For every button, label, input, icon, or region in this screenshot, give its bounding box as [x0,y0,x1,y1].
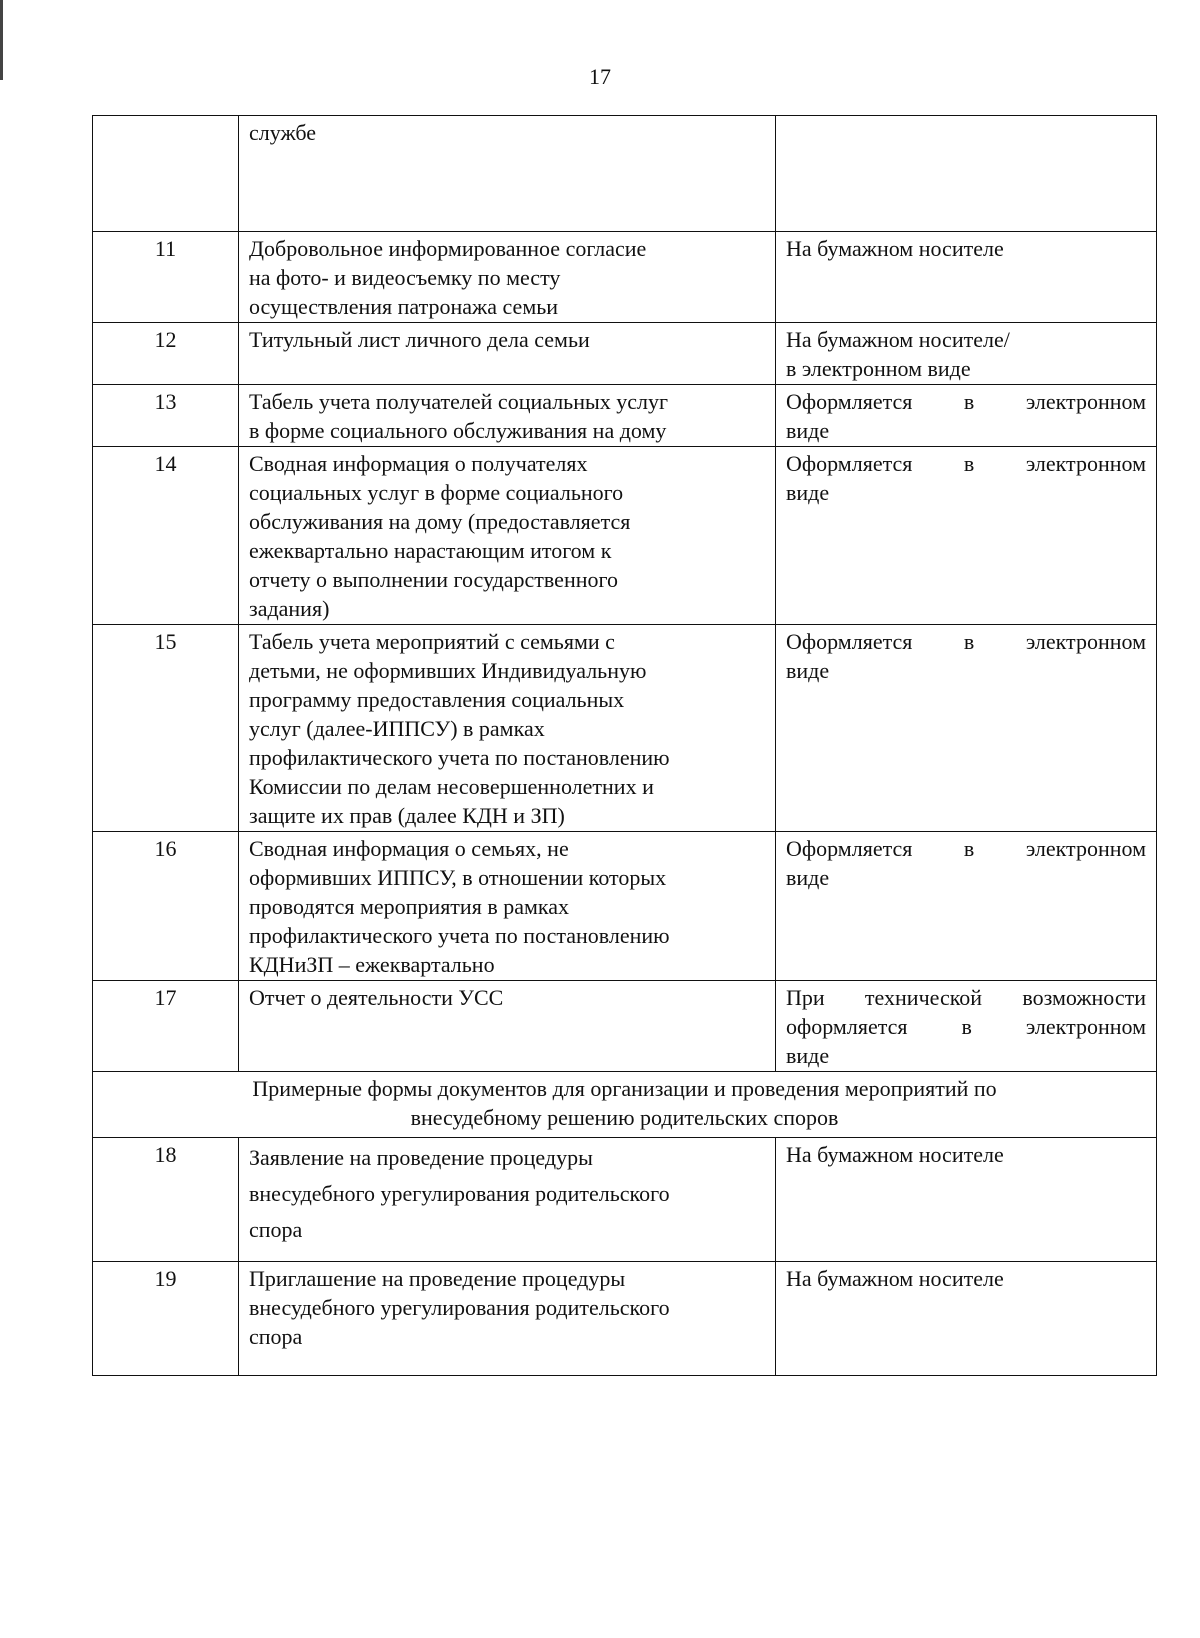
document-format-line: в электронном виде [786,356,971,381]
document-format-line: Оформляется в электронном [786,836,1146,861]
document-name-line: осуществления патронажа семьи [249,294,559,319]
row-number-cell [93,116,239,232]
document-format-line: оформляется в электронном [786,1014,1146,1039]
documents-table [92,115,1157,1376]
document-format-line: На бумажном носителе [786,1142,1004,1167]
document-name-line: защите их прав (далее КДН и ЗП) [249,803,565,828]
document-format-line: На бумажном носителе [786,236,1004,261]
document-name-line: Табель учета мероприятий с семьями с [249,629,615,654]
section-heading-line: Примерные формы документов для организации и проведения мероприятий по [252,1076,997,1101]
document-name-line: проводятся мероприятия в рамках [249,894,570,919]
row-number-cell: 19 [93,1262,239,1376]
document-format-line: виде [786,480,830,505]
document-format-cell [776,447,1157,625]
document-name-line: отчету о выполнении государственного [249,567,618,592]
document-name-line: Табель учета получателей социальных услуг [249,389,669,414]
document-name-line: Сводная информация о получателях [249,451,588,476]
row-number-cell: 18 [93,1138,239,1262]
table-row [93,323,1157,385]
document-format-line: Оформляется в электронном [786,389,1146,414]
document-name-cell [239,1262,776,1376]
document-name-line: внесудебного урегулирования родительского [249,1295,670,1320]
document-name-line: детьми, не оформивших Индивидуальную [249,658,647,683]
document-format-cell [776,385,1157,447]
document-name-line: Отчет о деятельности УСС [249,985,504,1010]
table-row-continued [93,116,1157,232]
table-row [93,232,1157,323]
document-format-cell [776,232,1157,323]
document-name-cell [239,625,776,832]
document-format-cell [776,981,1157,1072]
document-format-cell [776,625,1157,832]
document-name-line: спора [249,1217,303,1242]
table-row [93,981,1157,1072]
document-name-line: оформивших ИППСУ, в отношении которых [249,865,667,890]
document-name-line: Титульный лист личного дела семьи [249,327,590,352]
document-format-cell [776,323,1157,385]
document-format-line: Оформляется в электронном [786,451,1146,476]
section-heading-row [93,1072,1157,1138]
document-name-line: в форме социального обслуживания на дому [249,418,667,443]
document-format-cell [776,1262,1157,1376]
document-name-cell: службе [239,116,776,232]
document-name-cell [239,981,776,1072]
document-name-line: программу предоставления социальных [249,687,625,712]
document-format-cell [776,832,1157,981]
table-row [93,625,1157,832]
document-name-cell [239,832,776,981]
document-name-line: ежеквартально нарастающим итогом к [249,538,612,563]
document-name-line: внесудебного урегулирования родительского [249,1181,670,1206]
document-name-cell [239,1138,776,1262]
document-name-line: услуг (далее-ИППСУ) в рамках [249,716,545,741]
table-row [93,1138,1157,1262]
document-format-line: На бумажном носителе [786,1266,1004,1291]
document-name-line: профилактического учета по постановлению [249,745,670,770]
row-number-cell: 15 [93,625,239,832]
page-number: 17 [589,64,611,89]
row-number-cell: 13 [93,385,239,447]
table-row [93,832,1157,981]
row-number-cell: 11 [93,232,239,323]
document-name-line: на фото- и видеосъемку по месту [249,265,561,290]
document-name-line: Сводная информация о семьях, не [249,836,569,861]
row-number-cell: 16 [93,832,239,981]
document-format-line: виде [786,418,830,443]
document-format-line: На бумажном носителе/ [786,327,1010,352]
document-format-line: Оформляется в электронном [786,629,1146,654]
section-heading-line: внесудебному решению родительских споров [410,1105,839,1130]
row-number-cell: 17 [93,981,239,1072]
document-format-line: виде [786,1043,830,1068]
document-name-line: профилактического учета по постановлению [249,923,670,948]
document-name-line: задания) [249,596,330,621]
document-format-cell [776,116,1157,232]
document-name-line: Комиссии по делам несовершеннолетних и [249,774,654,799]
section-heading [93,1072,1157,1138]
document-name-cell [239,385,776,447]
document-name-line: КДНиЗП – ежеквартально [249,952,495,977]
document-name-line: Добровольное информированное согласие [249,236,647,261]
document-name-line: спора [249,1324,303,1349]
document-name-cell [239,232,776,323]
document-format-cell [776,1138,1157,1262]
document-name-line: Заявление на проведение процедуры [249,1145,593,1170]
document-format-line: виде [786,658,830,683]
document-name-line: социальных услуг в форме социального [249,480,624,505]
row-number-cell: 14 [93,447,239,625]
row-number-cell: 12 [93,323,239,385]
document-name-line: обслуживания на дому (предоставляется [249,509,631,534]
table-row [93,385,1157,447]
document-format-line: При технической возможности [786,985,1146,1010]
document-format-line: виде [786,865,830,890]
table-row [93,1262,1157,1376]
document-name-cell [239,447,776,625]
document-name-cell [239,323,776,385]
document-name-line: Приглашение на проведение процедуры [249,1266,626,1291]
table-row [93,447,1157,625]
